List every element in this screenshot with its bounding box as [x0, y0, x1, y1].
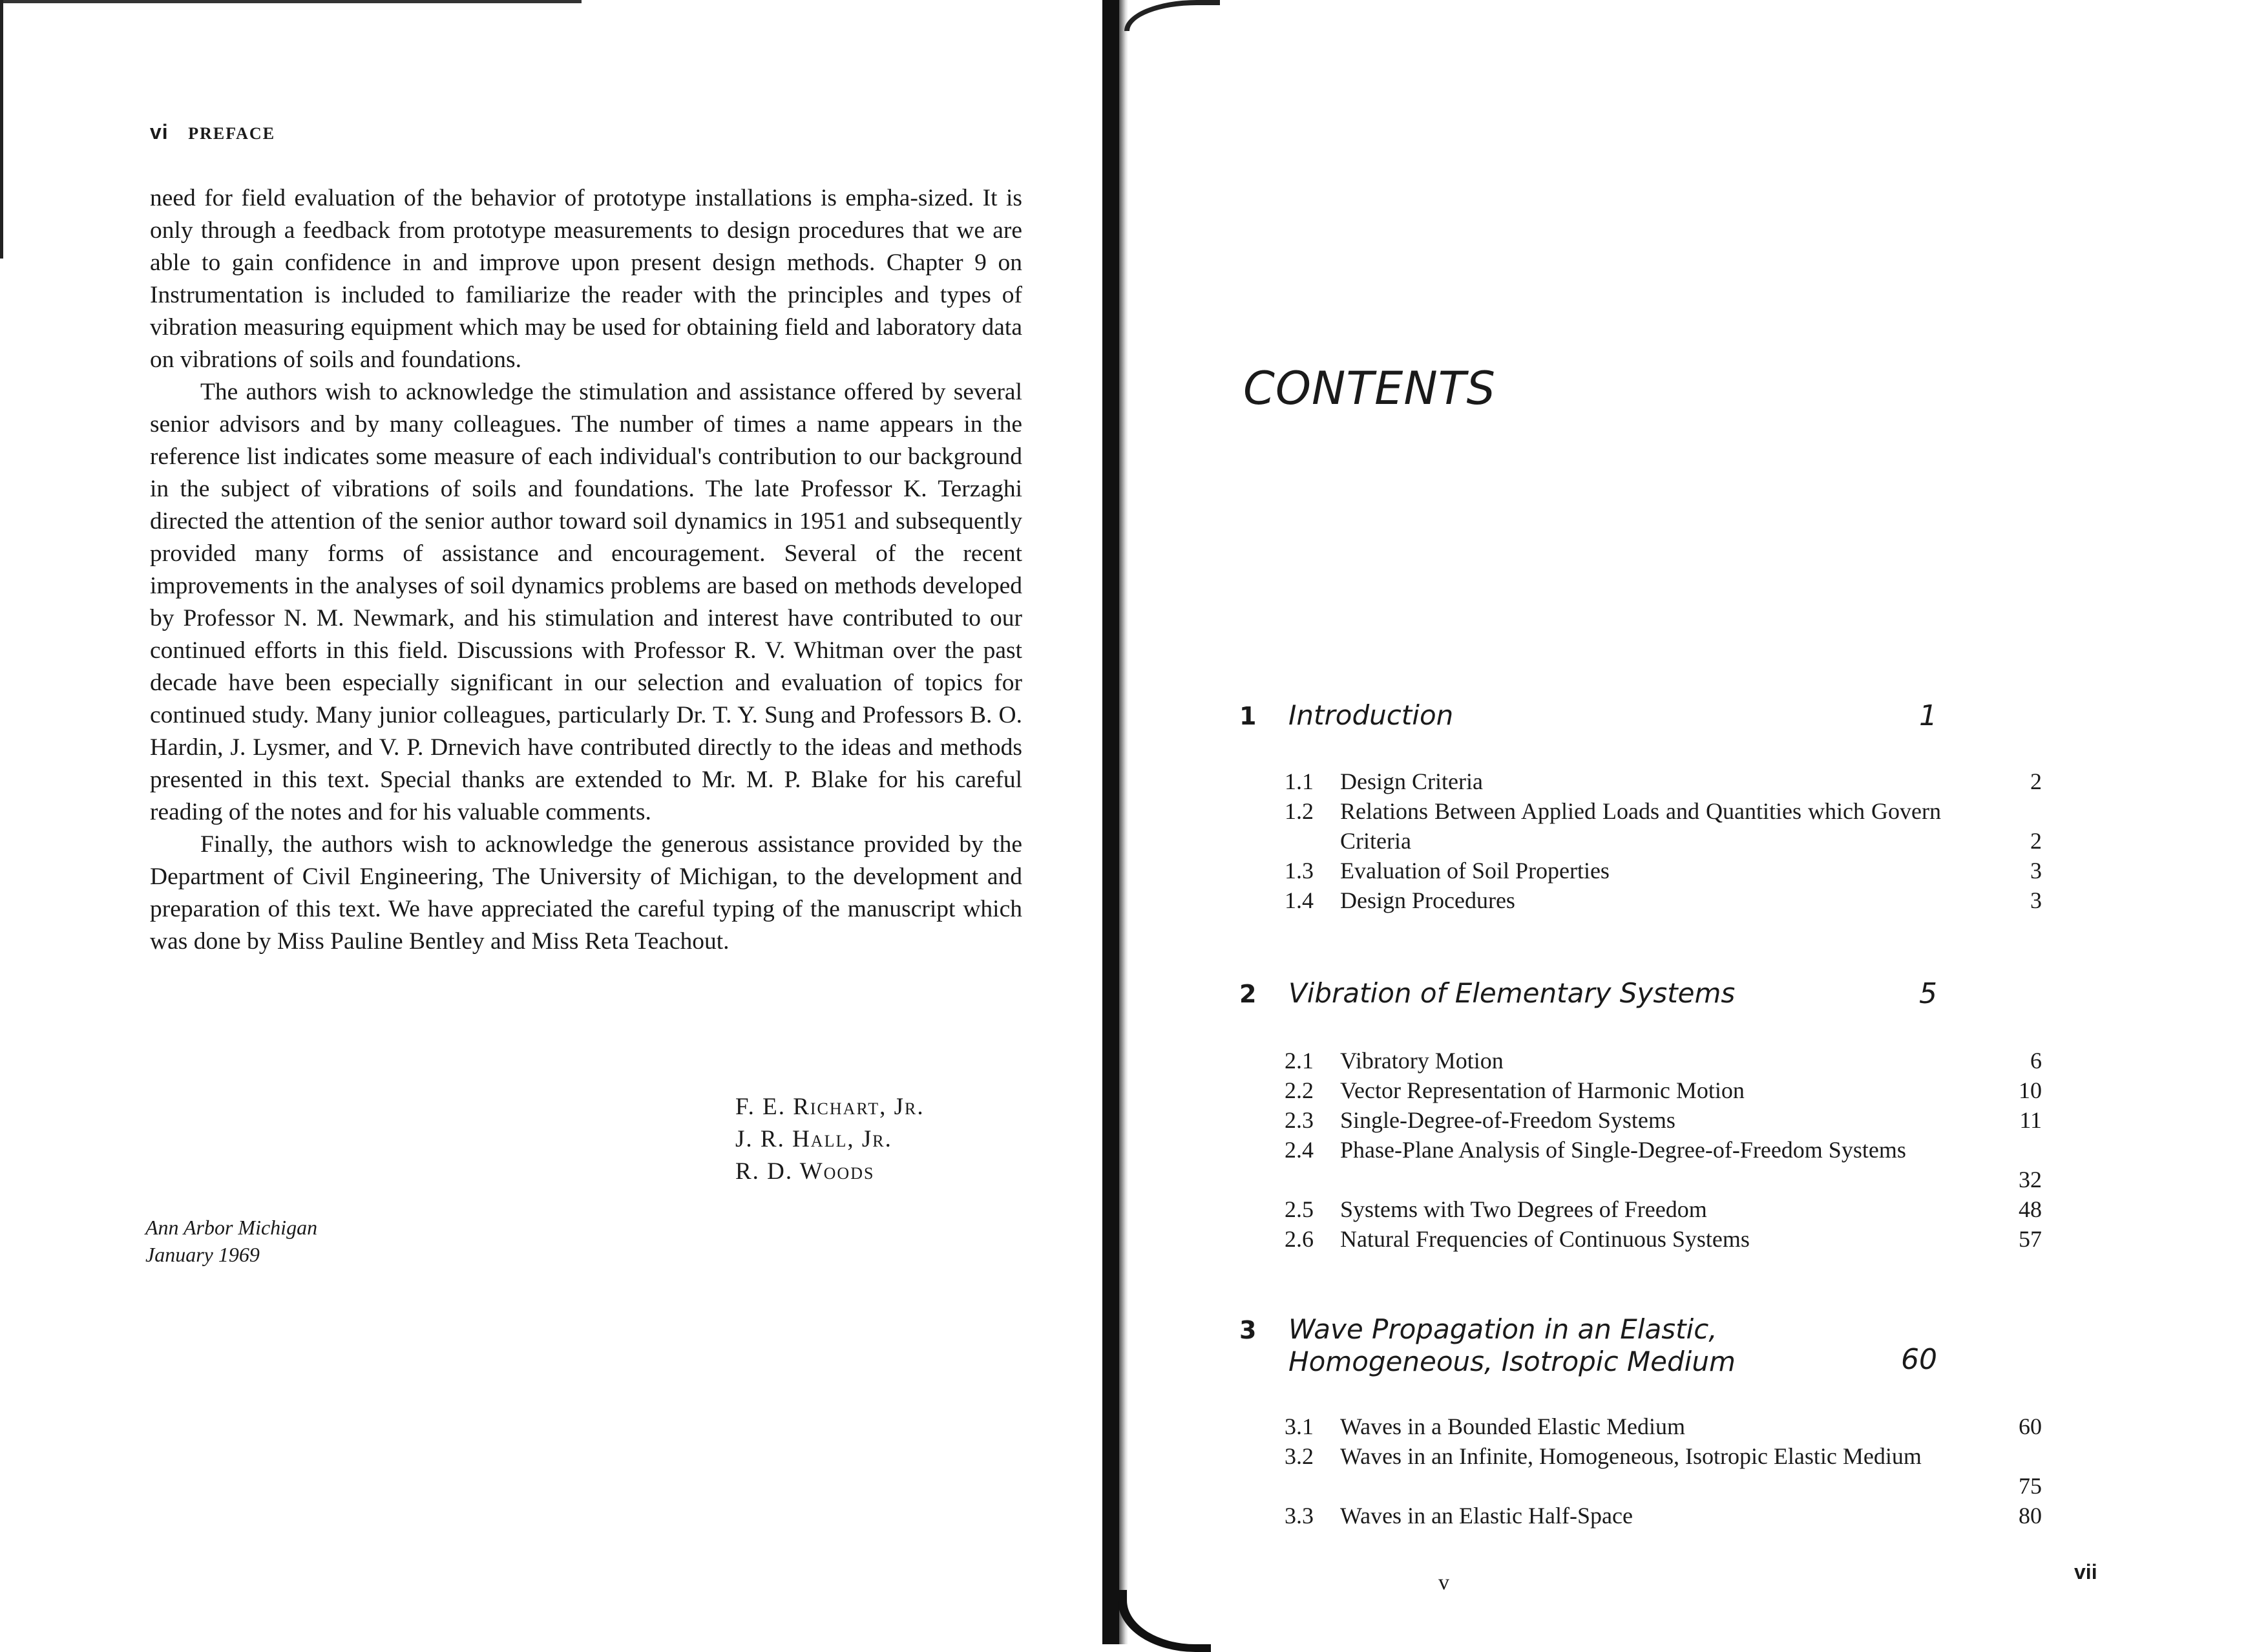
chapter-title: Vibration of Elementary Systems: [1288, 977, 1736, 1009]
section-title: Vibratory Motion: [1340, 1048, 1504, 1074]
section-title: Vector Representation of Harmonic Motion: [1340, 1077, 1745, 1103]
page-curl-bottom: [1118, 1590, 1211, 1652]
chapter-number: 3: [1239, 1316, 1257, 1344]
section-title: Design Criteria: [1340, 768, 1483, 794]
section-page: 2: [2030, 768, 2042, 794]
section-number: 2.1: [1285, 1048, 1314, 1074]
section-page: 3: [2030, 887, 2042, 913]
scan-edge-top: [0, 0, 582, 3]
author-name: R. D. Woods: [735, 1158, 875, 1185]
preface-paragraph: need for field evaluation of the behavior of prototype installations is empha-sized. It is only through a feedback from prototype measurements to design procedures that we are able to gain confidence in and improve upon present design methods. Chapter 9 on Instrumentation is included to familiarize the reader with the principles and types of vibration measuring equipment which may be used for obtaining field and laboratory data on vibrations of soils and foundations.: [150, 185, 1022, 373]
section-title: Design Procedures: [1340, 887, 1515, 913]
section-page: 80: [2019, 1503, 2042, 1529]
chapter-title-line-1: Wave Propagation in an Elastic,: [1288, 1313, 1717, 1345]
section-number: 2.4: [1285, 1137, 1314, 1163]
section-page: 10: [2019, 1077, 2042, 1103]
chapter-title-line-2: Homogeneous, Isotropic Medium: [1288, 1346, 1736, 1377]
section-page: 6: [2030, 1048, 2042, 1074]
folio-page-number: vii: [2074, 1560, 2097, 1583]
section-page: 32: [2019, 1167, 2042, 1192]
page-curl-top: [1124, 0, 1220, 31]
section-page: 75: [2019, 1473, 2042, 1499]
section-title: Waves in an Infinite, Homogeneous, Isotropic Elastic Medium: [1340, 1443, 1922, 1469]
date: January 1969: [145, 1243, 260, 1266]
book-binding-shadow: [1119, 0, 1128, 1644]
section-number: 3.2: [1285, 1443, 1314, 1469]
section-number: 1.4: [1285, 887, 1314, 913]
section-title: Waves in a Bounded Elastic Medium: [1340, 1414, 1685, 1439]
chapter-number: 2: [1239, 980, 1257, 1008]
section-number: 2.6: [1285, 1226, 1314, 1252]
section-title: Relations Between Applied Loads and Quantities which Govern Criteria: [1340, 798, 1941, 854]
place-date: [145, 1214, 317, 1268]
section-title: Systems with Two Degrees of Freedom: [1340, 1196, 1707, 1222]
section-number: 2.5: [1285, 1196, 1314, 1222]
page-number: vi: [150, 120, 169, 143]
chapter-title: Introduction: [1288, 699, 1454, 731]
preface-paragraph: Finally, the authors wish to acknowledge the generous assistance provided by the Department of Civil Engineering, The University of Michigan, to the development and preparation of this text. We have appreciated the careful typing of the manuscript which was done by Miss Pauline Bentley and Miss Reta Teachout.: [150, 831, 1022, 955]
running-head: [150, 120, 275, 144]
section-title: Evaluation of Soil Properties: [1340, 858, 1610, 884]
section-page: 57: [2019, 1226, 2042, 1252]
chapter-page: 60: [1901, 1343, 1937, 1376]
section-number: 2.3: [1285, 1107, 1314, 1133]
section-page: 48: [2019, 1196, 2042, 1222]
chapter-page: 1: [1919, 699, 1937, 732]
section-number: 3.3: [1285, 1503, 1314, 1529]
section-number: 2.2: [1285, 1077, 1314, 1103]
section-number: 3.1: [1285, 1414, 1314, 1439]
author-signatures: [735, 1091, 925, 1188]
section-title: Natural Frequencies of Continuous Systems: [1340, 1226, 1750, 1252]
section-page: 3: [2030, 858, 2042, 884]
folio-center: v: [1438, 1571, 1449, 1594]
scan-edge-left: [0, 0, 3, 259]
section-title: Waves in an Elastic Half-Space: [1340, 1503, 1633, 1529]
author-name: F. E. Richart, Jr.: [735, 1094, 925, 1120]
section-title: Single-Degree-of-Freedom Systems: [1340, 1107, 1675, 1133]
contents-title: CONTENTS: [1243, 362, 1496, 415]
place: Ann Arbor Michigan: [145, 1216, 318, 1239]
author-name: J. R. Hall, Jr.: [735, 1126, 892, 1152]
section-page: 2: [2030, 828, 2042, 854]
chapter-number: 1: [1239, 702, 1257, 730]
book-binding-gutter: [1102, 0, 1119, 1644]
running-head-section: PREFACE: [188, 124, 276, 143]
section-number: 1.1: [1285, 768, 1314, 794]
section-title: Phase-Plane Analysis of Single-Degree-of-Freedom Systems: [1340, 1137, 1906, 1163]
preface-body: [150, 182, 1022, 958]
section-number: 1.2: [1285, 798, 1314, 824]
preface-paragraph: The authors wish to acknowledge the stimulation and assistance offered by several senior advisors and by many colleagues. The number of times a name appears in the reference list indicates some measure of each individual's contribution to our background in the subject of vibrations of soils and foundations. The late Professor K. Terzaghi directed the attention of the senior author toward soil dynamics in 1951 and subsequently provided many forms of assistance and encouragement. Several of the recent improvements in the analyses of soil dynamics problems are based on methods developed by Professor N. M. Newmark, and his stimulation and interest have contributed to our continued efforts in this field. Discussions with Professor R. V. Whitman over the past decade have been especially significant in our selection and evaluation of topics for continued study. Many junior colleagues, particularly Dr. T. Y. Sung and Professors B. O. Hardin, J. Lysmer, and V. P. Drnevich have contributed directly to the ideas and methods presented in this text. Special thanks are extended to Mr. M. P. Blake for his careful reading of the notes and for his valuable comments.: [150, 379, 1022, 825]
section-number: 1.3: [1285, 858, 1314, 884]
section-page: 60: [2019, 1414, 2042, 1439]
chapter-page: 5: [1919, 977, 1937, 1010]
section-page: 11: [2019, 1107, 2042, 1133]
